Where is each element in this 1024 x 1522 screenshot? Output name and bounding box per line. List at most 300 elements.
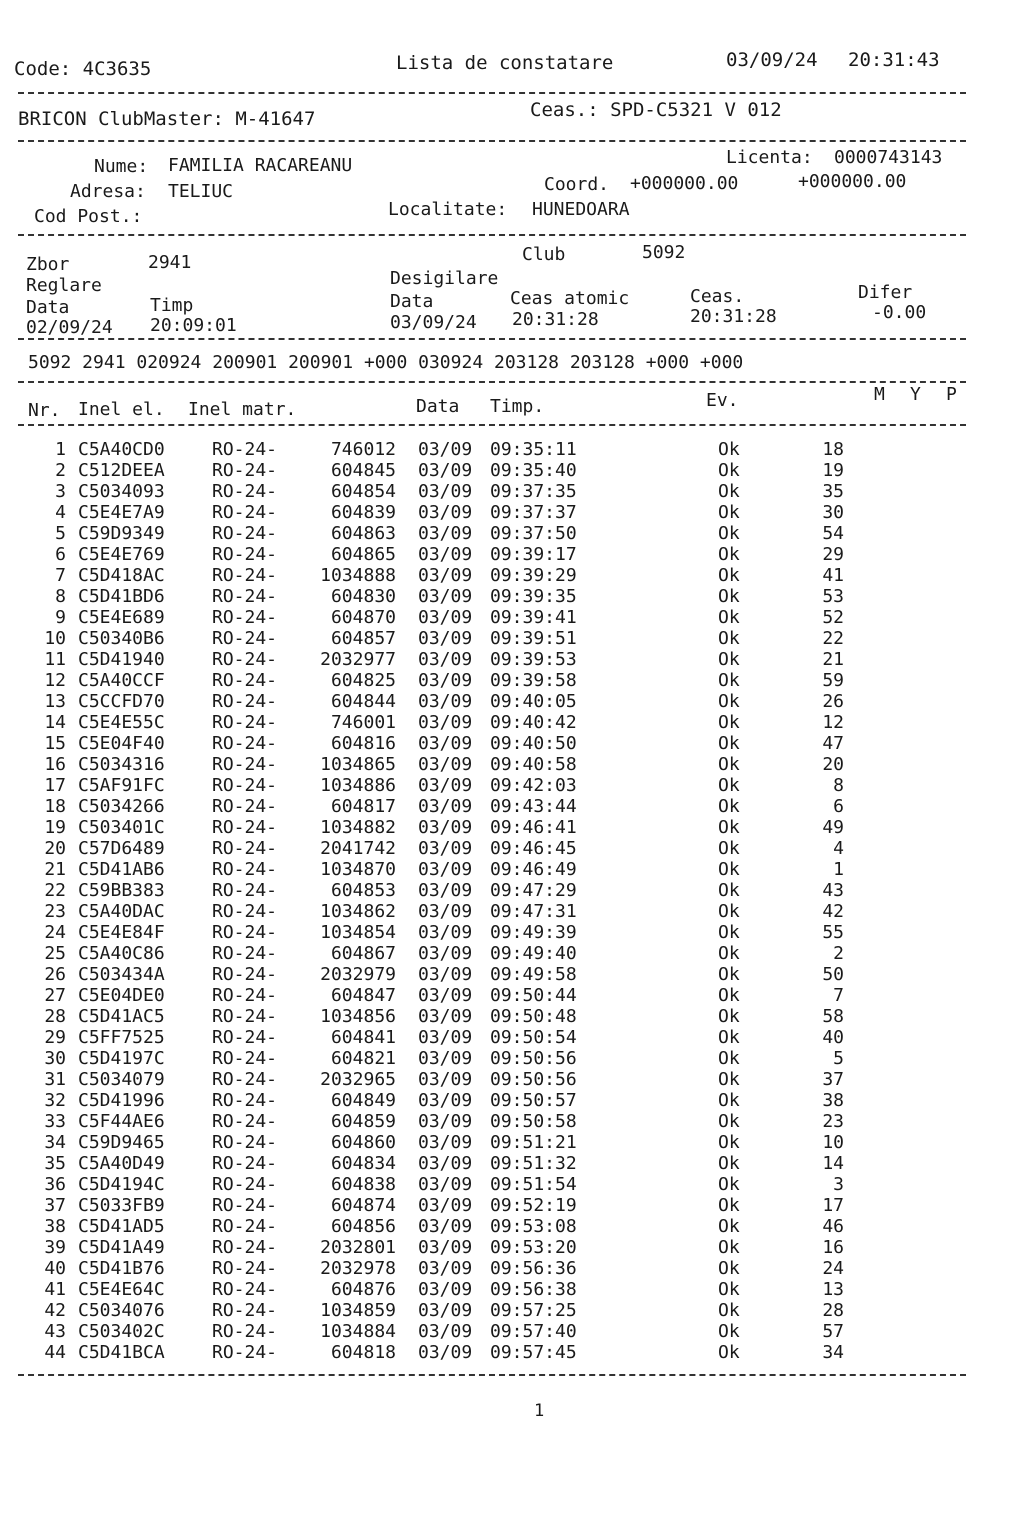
difer-label: Difer bbox=[858, 282, 913, 303]
table-row bbox=[0, 546, 1024, 567]
row-ev: Ok bbox=[718, 460, 740, 481]
club-value: 5092 bbox=[642, 242, 686, 263]
separator bbox=[18, 1374, 966, 1376]
row-number: 2032977 bbox=[320, 649, 396, 670]
report-time: 20:31:43 bbox=[848, 49, 940, 71]
row-rank: 23 bbox=[822, 1111, 844, 1132]
row-prefix: RO-24- bbox=[212, 1342, 278, 1363]
row-rank: 47 bbox=[822, 733, 844, 754]
row-nr: 38 bbox=[44, 1216, 66, 1237]
table-row bbox=[0, 1239, 1024, 1260]
row-number: 604856 bbox=[330, 1216, 396, 1237]
row-rank: 52 bbox=[822, 607, 844, 628]
row-ev: Ok bbox=[718, 586, 740, 607]
row-time: 09:39:35 bbox=[490, 586, 577, 607]
row-ev: Ok bbox=[718, 1027, 740, 1048]
owner-address: TELIUC bbox=[168, 181, 234, 202]
row-number: 604841 bbox=[330, 1027, 396, 1048]
row-date: 03/09 bbox=[418, 1111, 473, 1132]
row-nr: 22 bbox=[44, 880, 66, 901]
row-number: 604859 bbox=[330, 1111, 396, 1132]
row-ring: C5E4E64C bbox=[78, 1279, 165, 1300]
row-date: 03/09 bbox=[418, 1069, 473, 1090]
row-time: 09:39:41 bbox=[490, 607, 577, 628]
row-time: 09:51:54 bbox=[490, 1174, 577, 1195]
row-rank: 37 bbox=[822, 1069, 844, 1090]
row-prefix: RO-24- bbox=[212, 1132, 278, 1153]
row-ev: Ok bbox=[718, 796, 740, 817]
row-rank: 42 bbox=[822, 901, 844, 922]
row-rank: 41 bbox=[822, 565, 844, 586]
row-ring: C5033FB9 bbox=[78, 1195, 165, 1216]
row-prefix: RO-24- bbox=[212, 523, 278, 544]
row-nr: 36 bbox=[44, 1174, 66, 1195]
row-ring: C5034093 bbox=[78, 481, 165, 502]
row-number: 1034865 bbox=[320, 754, 396, 775]
row-number: 1034859 bbox=[320, 1300, 396, 1321]
table-row bbox=[0, 1344, 1024, 1365]
row-ring: C5D41AD5 bbox=[78, 1216, 165, 1237]
row-rank: 28 bbox=[822, 1300, 844, 1321]
row-nr: 9 bbox=[55, 607, 66, 628]
row-ev: Ok bbox=[718, 1048, 740, 1069]
row-ring: C59D9465 bbox=[78, 1132, 165, 1153]
row-nr: 2 bbox=[55, 460, 66, 481]
col-inel-el: Inel el. bbox=[78, 399, 165, 420]
row-prefix: RO-24- bbox=[212, 859, 278, 880]
row-time: 09:37:35 bbox=[490, 481, 577, 502]
table-row bbox=[0, 840, 1024, 861]
row-ring: C5D41A49 bbox=[78, 1237, 165, 1258]
row-rank: 53 bbox=[822, 586, 844, 607]
row-ev: Ok bbox=[718, 838, 740, 859]
row-nr: 27 bbox=[44, 985, 66, 1006]
row-number: 2041742 bbox=[320, 838, 396, 859]
row-ev: Ok bbox=[718, 922, 740, 943]
separator bbox=[18, 338, 966, 340]
row-rank: 10 bbox=[822, 1132, 844, 1153]
table-row bbox=[0, 1197, 1024, 1218]
row-number: 1034888 bbox=[320, 565, 396, 586]
row-prefix: RO-24- bbox=[212, 607, 278, 628]
row-date: 03/09 bbox=[418, 1048, 473, 1069]
row-date: 03/09 bbox=[418, 586, 473, 607]
coord-value-2: +000000.00 bbox=[798, 171, 907, 192]
row-prefix: RO-24- bbox=[212, 1300, 278, 1321]
table-row bbox=[0, 1008, 1024, 1029]
row-ring: C5E4E55C bbox=[78, 712, 165, 733]
row-number: 604838 bbox=[330, 1174, 396, 1195]
row-number: 604865 bbox=[330, 544, 396, 565]
row-prefix: RO-24- bbox=[212, 1048, 278, 1069]
row-nr: 40 bbox=[44, 1258, 66, 1279]
row-prefix: RO-24- bbox=[212, 922, 278, 943]
row-nr: 42 bbox=[44, 1300, 66, 1321]
row-ev: Ok bbox=[718, 1279, 740, 1300]
row-date: 03/09 bbox=[418, 985, 473, 1006]
row-time: 09:49:40 bbox=[490, 943, 577, 964]
row-date: 03/09 bbox=[418, 1216, 473, 1237]
row-date: 03/09 bbox=[418, 1342, 473, 1363]
row-ring: C5D41AC5 bbox=[78, 1006, 165, 1027]
row-ev: Ok bbox=[718, 628, 740, 649]
row-date: 03/09 bbox=[418, 1006, 473, 1027]
row-nr: 26 bbox=[44, 964, 66, 985]
row-ev: Ok bbox=[718, 1069, 740, 1090]
table-row bbox=[0, 1176, 1024, 1197]
row-time: 09:51:32 bbox=[490, 1153, 577, 1174]
desigilare-label: Desigilare bbox=[390, 268, 499, 289]
row-time: 09:46:45 bbox=[490, 838, 577, 859]
code-line: 5092 2941 020924 200901 200901 +000 030924 203128 203128 +000 +000 bbox=[28, 352, 744, 373]
row-time: 09:40:05 bbox=[490, 691, 577, 712]
row-prefix: RO-24- bbox=[212, 565, 278, 586]
row-time: 09:39:29 bbox=[490, 565, 577, 586]
row-rank: 3 bbox=[833, 1174, 844, 1195]
row-nr: 16 bbox=[44, 754, 66, 775]
separator bbox=[18, 381, 966, 383]
row-rank: 24 bbox=[822, 1258, 844, 1279]
col-data: Data bbox=[416, 396, 460, 417]
row-time: 09:56:36 bbox=[490, 1258, 577, 1279]
table-row bbox=[0, 1302, 1024, 1323]
row-prefix: RO-24- bbox=[212, 733, 278, 754]
row-date: 03/09 bbox=[418, 1195, 473, 1216]
row-rank: 55 bbox=[822, 922, 844, 943]
table-row bbox=[0, 1323, 1024, 1344]
row-prefix: RO-24- bbox=[212, 901, 278, 922]
row-number: 2032978 bbox=[320, 1258, 396, 1279]
row-ev: Ok bbox=[718, 775, 740, 796]
row-ev: Ok bbox=[718, 733, 740, 754]
row-nr: 14 bbox=[44, 712, 66, 733]
separator bbox=[18, 234, 966, 236]
row-nr: 43 bbox=[44, 1321, 66, 1342]
row-number: 746012 bbox=[330, 439, 396, 460]
row-time: 09:42:03 bbox=[490, 775, 577, 796]
clubmaster-label: BRICON ClubMaster: M-41647 bbox=[18, 108, 316, 130]
row-ev: Ok bbox=[718, 1132, 740, 1153]
row-number: 604839 bbox=[330, 502, 396, 523]
row-ring: C503434A bbox=[78, 964, 165, 985]
row-number: 1034882 bbox=[320, 817, 396, 838]
row-rank: 50 bbox=[822, 964, 844, 985]
row-prefix: RO-24- bbox=[212, 796, 278, 817]
row-rank: 34 bbox=[822, 1342, 844, 1363]
row-prefix: RO-24- bbox=[212, 481, 278, 502]
row-nr: 32 bbox=[44, 1090, 66, 1111]
table-row bbox=[0, 525, 1024, 546]
row-date: 03/09 bbox=[418, 817, 473, 838]
row-time: 09:50:44 bbox=[490, 985, 577, 1006]
row-ev: Ok bbox=[718, 964, 740, 985]
row-ring: C5D4197C bbox=[78, 1048, 165, 1069]
row-date: 03/09 bbox=[418, 1279, 473, 1300]
table-row bbox=[0, 861, 1024, 882]
row-ring: C5D41940 bbox=[78, 649, 165, 670]
row-time: 09:46:49 bbox=[490, 859, 577, 880]
ceas-atomic-value: 20:31:28 bbox=[512, 309, 599, 330]
row-date: 03/09 bbox=[418, 838, 473, 859]
row-date: 03/09 bbox=[418, 544, 473, 565]
row-nr: 20 bbox=[44, 838, 66, 859]
row-ring: C5D41AB6 bbox=[78, 859, 165, 880]
table-row bbox=[0, 693, 1024, 714]
row-ring: C59BB383 bbox=[78, 880, 165, 901]
table-row bbox=[0, 441, 1024, 462]
row-number: 604847 bbox=[330, 985, 396, 1006]
row-date: 03/09 bbox=[418, 1258, 473, 1279]
row-ring: C5F44AE6 bbox=[78, 1111, 165, 1132]
row-prefix: RO-24- bbox=[212, 1006, 278, 1027]
table-row bbox=[0, 819, 1024, 840]
row-time: 09:39:51 bbox=[490, 628, 577, 649]
reglare-data-label: Data bbox=[26, 297, 70, 318]
row-time: 09:52:19 bbox=[490, 1195, 577, 1216]
row-rank: 54 bbox=[822, 523, 844, 544]
locality-label: Localitate: bbox=[388, 199, 508, 220]
code-label: Code: 4C3635 bbox=[14, 58, 152, 80]
row-date: 03/09 bbox=[418, 691, 473, 712]
row-date: 03/09 bbox=[418, 943, 473, 964]
row-ring: C5034316 bbox=[78, 754, 165, 775]
row-ev: Ok bbox=[718, 754, 740, 775]
row-nr: 37 bbox=[44, 1195, 66, 1216]
row-ev: Ok bbox=[718, 712, 740, 733]
row-time: 09:40:58 bbox=[490, 754, 577, 775]
row-nr: 6 bbox=[55, 544, 66, 565]
row-time: 09:51:21 bbox=[490, 1132, 577, 1153]
row-rank: 18 bbox=[822, 439, 844, 460]
row-date: 03/09 bbox=[418, 1027, 473, 1048]
table-row bbox=[0, 1218, 1024, 1239]
zbor-label: Zbor bbox=[26, 254, 70, 275]
table-row bbox=[0, 462, 1024, 483]
zbor-value: 2941 bbox=[148, 252, 192, 273]
locality-value: HUNEDOARA bbox=[532, 199, 630, 220]
row-ring: C5D418AC bbox=[78, 565, 165, 586]
desig-data-label: Data bbox=[390, 291, 434, 312]
row-ev: Ok bbox=[718, 1237, 740, 1258]
row-number: 604853 bbox=[330, 880, 396, 901]
row-prefix: RO-24- bbox=[212, 817, 278, 838]
row-rank: 1 bbox=[833, 859, 844, 880]
license-label: Licenta: bbox=[726, 147, 813, 168]
row-ring: C5AF91FC bbox=[78, 775, 165, 796]
row-ev: Ok bbox=[718, 1321, 740, 1342]
row-ring: C5A40D49 bbox=[78, 1153, 165, 1174]
table-row bbox=[0, 945, 1024, 966]
row-ev: Ok bbox=[718, 502, 740, 523]
row-ev: Ok bbox=[718, 1342, 740, 1363]
coord-value-1: +000000.00 bbox=[630, 173, 739, 194]
row-number: 604863 bbox=[330, 523, 396, 544]
row-ring: C5D41B76 bbox=[78, 1258, 165, 1279]
row-nr: 24 bbox=[44, 922, 66, 943]
row-ev: Ok bbox=[718, 1174, 740, 1195]
row-time: 09:35:11 bbox=[490, 439, 577, 460]
col-p: P bbox=[946, 384, 957, 405]
table-row bbox=[0, 609, 1024, 630]
row-ev: Ok bbox=[718, 880, 740, 901]
table-row bbox=[0, 777, 1024, 798]
row-number: 1034870 bbox=[320, 859, 396, 880]
table-row bbox=[0, 987, 1024, 1008]
row-number: 604821 bbox=[330, 1048, 396, 1069]
row-prefix: RO-24- bbox=[212, 964, 278, 985]
row-prefix: RO-24- bbox=[212, 1216, 278, 1237]
row-ring: C5034079 bbox=[78, 1069, 165, 1090]
row-date: 03/09 bbox=[418, 1300, 473, 1321]
row-time: 09:40:42 bbox=[490, 712, 577, 733]
table-row bbox=[0, 1029, 1024, 1050]
row-time: 09:47:29 bbox=[490, 880, 577, 901]
reglare-timp-label: Timp bbox=[150, 295, 194, 316]
row-ring: C5A40C86 bbox=[78, 943, 165, 964]
row-nr: 8 bbox=[55, 586, 66, 607]
row-ring: C5E04F40 bbox=[78, 733, 165, 754]
row-nr: 1 bbox=[55, 439, 66, 460]
row-rank: 2 bbox=[833, 943, 844, 964]
row-ring: C5E4E689 bbox=[78, 607, 165, 628]
row-time: 09:50:56 bbox=[490, 1069, 577, 1090]
row-prefix: RO-24- bbox=[212, 838, 278, 859]
row-ring: C59D9349 bbox=[78, 523, 165, 544]
row-ring: C503402C bbox=[78, 1321, 165, 1342]
row-number: 604857 bbox=[330, 628, 396, 649]
row-time: 09:39:58 bbox=[490, 670, 577, 691]
row-rank: 16 bbox=[822, 1237, 844, 1258]
row-rank: 22 bbox=[822, 628, 844, 649]
desig-data-value: 03/09/24 bbox=[390, 312, 477, 333]
row-nr: 39 bbox=[44, 1237, 66, 1258]
license-value: 0000743143 bbox=[834, 147, 943, 168]
row-ring: C5E04DE0 bbox=[78, 985, 165, 1006]
row-time: 09:46:41 bbox=[490, 817, 577, 838]
row-ev: Ok bbox=[718, 901, 740, 922]
row-rank: 40 bbox=[822, 1027, 844, 1048]
table-row bbox=[0, 798, 1024, 819]
row-prefix: RO-24- bbox=[212, 460, 278, 481]
page-title: Lista de constatare bbox=[396, 52, 614, 74]
row-rank: 19 bbox=[822, 460, 844, 481]
row-date: 03/09 bbox=[418, 670, 473, 691]
row-date: 03/09 bbox=[418, 439, 473, 460]
row-ev: Ok bbox=[718, 439, 740, 460]
table-row bbox=[0, 1260, 1024, 1281]
table-row bbox=[0, 966, 1024, 987]
row-rank: 46 bbox=[822, 1216, 844, 1237]
row-time: 09:53:08 bbox=[490, 1216, 577, 1237]
table-row bbox=[0, 756, 1024, 777]
row-date: 03/09 bbox=[418, 1174, 473, 1195]
row-prefix: RO-24- bbox=[212, 754, 278, 775]
row-prefix: RO-24- bbox=[212, 1027, 278, 1048]
row-prefix: RO-24- bbox=[212, 439, 278, 460]
row-number: 604817 bbox=[330, 796, 396, 817]
row-prefix: RO-24- bbox=[212, 1258, 278, 1279]
row-time: 09:50:58 bbox=[490, 1111, 577, 1132]
table-row bbox=[0, 714, 1024, 735]
row-nr: 44 bbox=[44, 1342, 66, 1363]
col-y: Y bbox=[910, 384, 921, 405]
row-date: 03/09 bbox=[418, 1153, 473, 1174]
row-prefix: RO-24- bbox=[212, 712, 278, 733]
row-date: 03/09 bbox=[418, 901, 473, 922]
row-nr: 3 bbox=[55, 481, 66, 502]
ceas-atomic-label: Ceas atomic bbox=[510, 288, 630, 309]
ceas-value: 20:31:28 bbox=[690, 306, 777, 327]
row-ev: Ok bbox=[718, 1090, 740, 1111]
table-row bbox=[0, 672, 1024, 693]
row-date: 03/09 bbox=[418, 859, 473, 880]
row-date: 03/09 bbox=[418, 649, 473, 670]
row-time: 09:39:17 bbox=[490, 544, 577, 565]
table-row bbox=[0, 483, 1024, 504]
row-ring: C5E4E7A9 bbox=[78, 502, 165, 523]
reglare-data-value: 02/09/24 bbox=[26, 317, 113, 338]
row-ring: C50340B6 bbox=[78, 628, 165, 649]
row-date: 03/09 bbox=[418, 964, 473, 985]
page-number: 1 bbox=[534, 1401, 545, 1421]
row-rank: 26 bbox=[822, 691, 844, 712]
row-number: 604874 bbox=[330, 1195, 396, 1216]
row-prefix: RO-24- bbox=[212, 1279, 278, 1300]
row-ring: C5D41BD6 bbox=[78, 586, 165, 607]
row-prefix: RO-24- bbox=[212, 1174, 278, 1195]
row-rank: 38 bbox=[822, 1090, 844, 1111]
row-date: 03/09 bbox=[418, 460, 473, 481]
row-ring: C5E4E769 bbox=[78, 544, 165, 565]
col-ev: Ev. bbox=[706, 390, 739, 411]
row-date: 03/09 bbox=[418, 628, 473, 649]
row-ev: Ok bbox=[718, 670, 740, 691]
row-ev: Ok bbox=[718, 985, 740, 1006]
row-number: 1034884 bbox=[320, 1321, 396, 1342]
row-ring: C5A40CD0 bbox=[78, 439, 165, 460]
row-nr: 12 bbox=[44, 670, 66, 691]
row-time: 09:50:48 bbox=[490, 1006, 577, 1027]
row-number: 1034854 bbox=[320, 922, 396, 943]
row-prefix: RO-24- bbox=[212, 502, 278, 523]
row-number: 604867 bbox=[330, 943, 396, 964]
report-date: 03/09/24 bbox=[726, 49, 818, 71]
table-row bbox=[0, 588, 1024, 609]
table-row bbox=[0, 567, 1024, 588]
row-prefix: RO-24- bbox=[212, 985, 278, 1006]
row-number: 604830 bbox=[330, 586, 396, 607]
row-rank: 20 bbox=[822, 754, 844, 775]
table-row bbox=[0, 1281, 1024, 1302]
row-number: 604854 bbox=[330, 481, 396, 502]
row-number: 1034856 bbox=[320, 1006, 396, 1027]
row-nr: 35 bbox=[44, 1153, 66, 1174]
row-time: 09:40:50 bbox=[490, 733, 577, 754]
row-date: 03/09 bbox=[418, 922, 473, 943]
table-row bbox=[0, 903, 1024, 924]
row-ev: Ok bbox=[718, 1258, 740, 1279]
row-ring: C5E4E84F bbox=[78, 922, 165, 943]
row-nr: 15 bbox=[44, 733, 66, 754]
row-nr: 30 bbox=[44, 1048, 66, 1069]
row-rank: 13 bbox=[822, 1279, 844, 1300]
address-label: Adresa: bbox=[70, 181, 146, 202]
col-m: M bbox=[874, 384, 885, 405]
row-date: 03/09 bbox=[418, 502, 473, 523]
row-rank: 29 bbox=[822, 544, 844, 565]
row-ev: Ok bbox=[718, 1300, 740, 1321]
table-row bbox=[0, 882, 1024, 903]
